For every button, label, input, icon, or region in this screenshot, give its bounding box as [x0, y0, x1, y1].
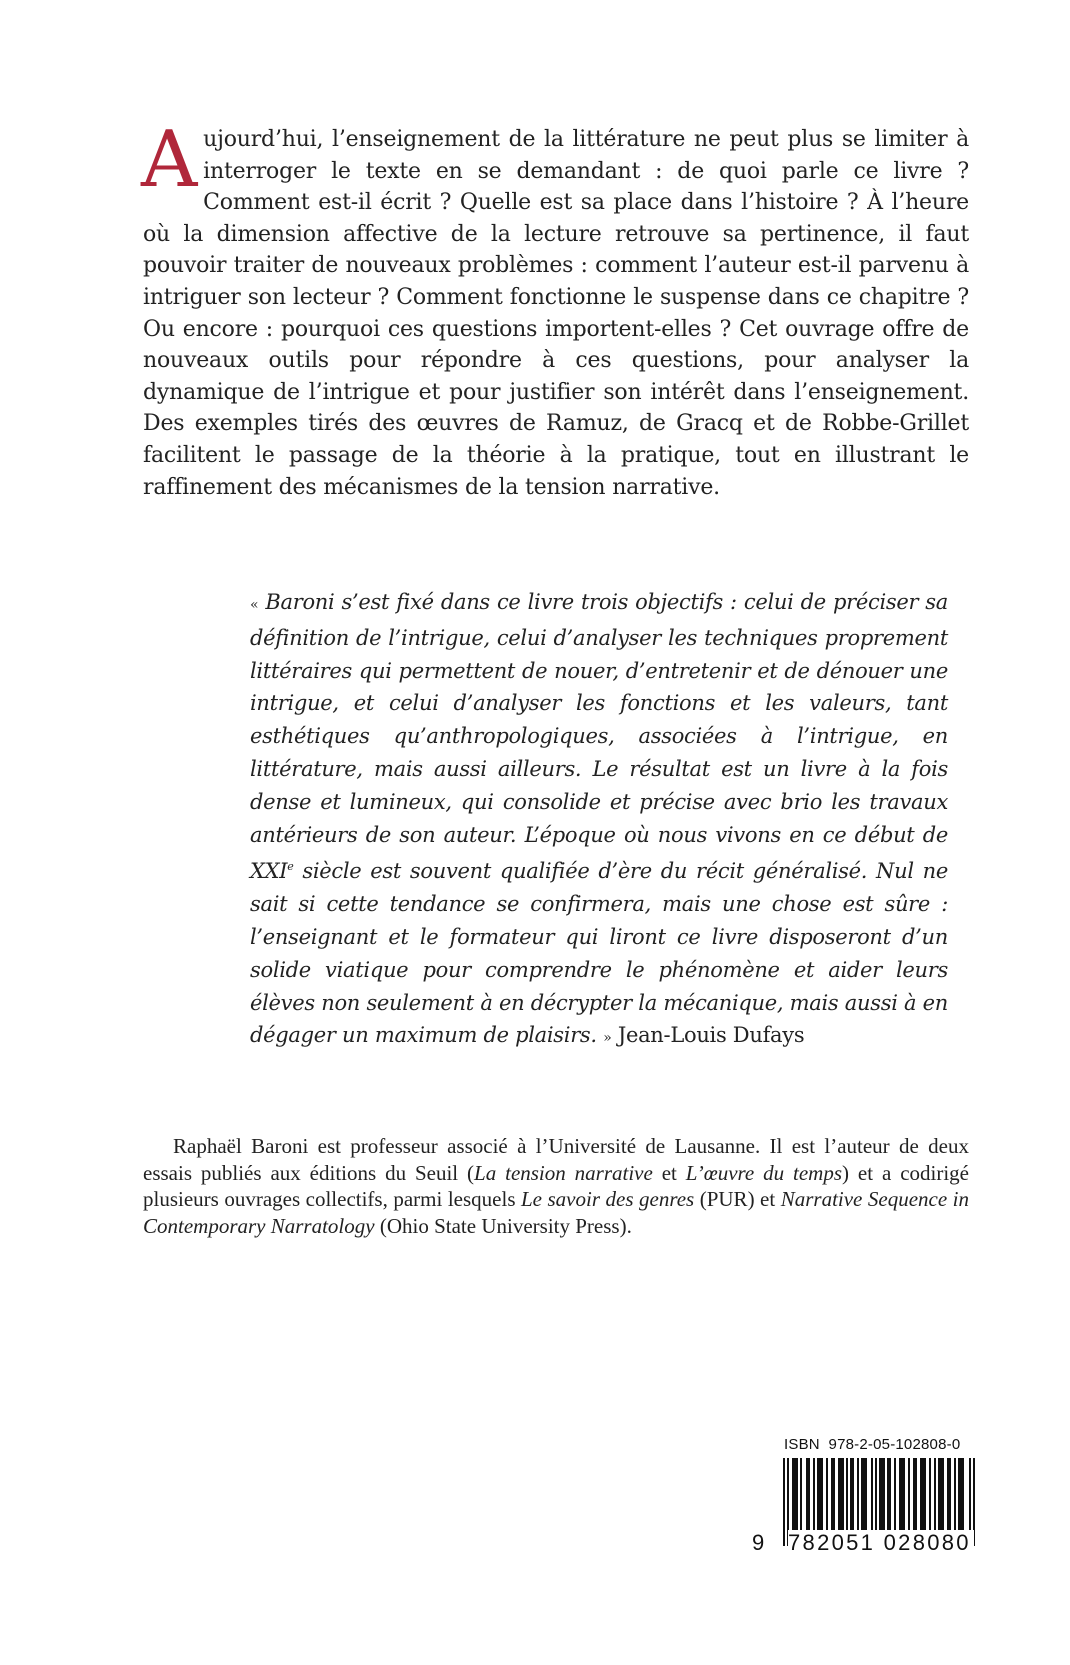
review-quote	[250, 586, 948, 1055]
quote-superscript: e	[287, 860, 294, 874]
open-quote-mark: «	[250, 597, 259, 613]
bio-title-3: Le savoir des genres	[521, 1187, 695, 1211]
author-bio	[143, 1133, 969, 1239]
bio-text-3: ) et a codirigé plusieurs ouvrages collectifs, parmi lesquels	[143, 1160, 970, 1211]
quote-text-1: Baroni s’est fixé dans ce livre trois objectifs : celui de préciser sa définition de l’intrigue, celui d’analyser les techniques proprement littéraires qui permettent de nouer, d’entretenir et de dénouer une intrigue, et celui d’analyser les fonctions et les valeurs, tant esthétiques qu’anthropologiques, associées à l’intrigue, en littérature, mais aussi ailleurs. Le résultat est un livre à la fois dense et lumineux, qui consolide et précise avec brio les travaux antérieurs de son auteur. L’époque où nous vivons en ce début de XXI	[250, 590, 948, 884]
drop-cap: A	[141, 115, 198, 205]
isbn-label: ISBN 978-2-05-102808-0	[784, 1436, 961, 1453]
close-quote-mark: »	[603, 1030, 612, 1047]
book-blurb	[141, 115, 969, 503]
bio-title-1: La tension narrative	[474, 1160, 653, 1185]
barcode-digits: 782051 028080	[788, 1530, 974, 1556]
quote-text-2: siècle est souvent qualifiée d’ère du récit généralisé. Nul ne sait si cette tendance se confirmera, mais une chose est sûre : l’enseignant et le formateur qui liront ce livre disposeront d’un solide viatique pour comprendre le phénomène et aider leurs élèves non seulement à en décrypter la mécanique, mais aussi à en dégager un maximum de plaisirs.	[250, 859, 948, 1048]
barcode-first-digit: 9	[752, 1530, 765, 1555]
isbn-barcode	[750, 1436, 978, 1561]
bio-text-1: Raphaël Baroni est professeur associé à l’Université de Lausanne. Il est l’auteur de deux essais publiés aux éditions du Seuil (	[143, 1134, 969, 1185]
quote-author: Jean-Louis Dufays	[617, 1023, 805, 1048]
bio-text-4: (PUR) et	[694, 1187, 781, 1211]
bio-title-4: Narrative Sequence in Contemporary Narratology	[143, 1187, 970, 1238]
bio-title-2: L’œuvre du temps	[685, 1160, 843, 1185]
bio-text-5: (Ohio State University Press).	[374, 1213, 632, 1238]
bio-text-2: et	[652, 1160, 686, 1185]
blurb-text: ujourd’hui, l’enseignement de la littérature ne peut plus se limiter à interroger le texte en se demandant : de quoi parle ce livre ? Comment est-il écrit ? Quelle est sa place dans l’histoire ? À l’heure où la dimension affective de la lecture retrouve sa pertinence, il faut pouvoir traiter de nouveaux problèmes : comment l’auteur est-il parvenu à intriguer son lecteur ? Comment fonctionne le suspense dans ce chapitre ? Ou encore : pourquoi ces questions importent-elles ? Cet ouvrage offre de nouveaux outils pour répondre à ces questions, pour analyser la dynamique de l’intrigue et pour justifier son intérêt dans l’enseignement. Des exemples tirés des œuvres de Ramuz, de Gracq et de Robbe-Grillet facilitent le passage de la théorie à la pratique, tout en illustrant le raffinement des mécanismes de la tension narrative.	[143, 127, 969, 500]
